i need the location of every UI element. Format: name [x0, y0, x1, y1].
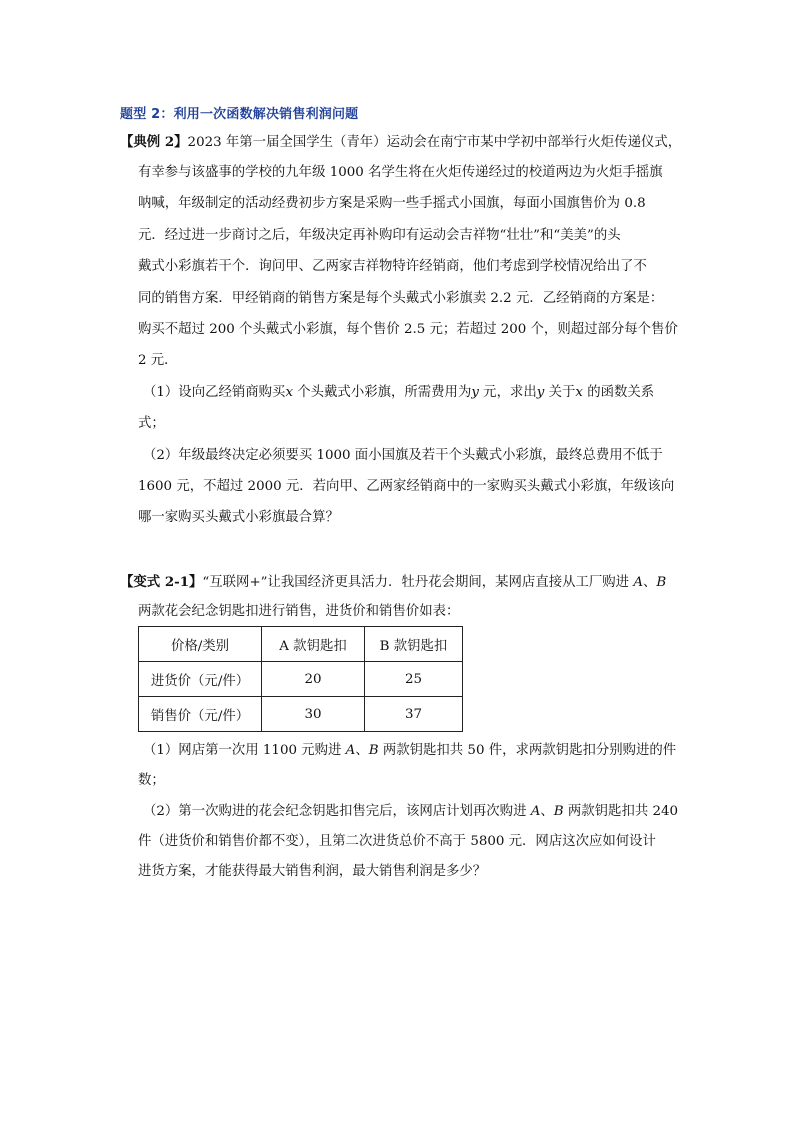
example-line-7: 购买不超过 200 个头戴式小彩旗，每个售价 2.5 元；若超过 200 个，则超过部分每个售价 — [138, 322, 678, 337]
table-cell: 25 — [365, 662, 463, 697]
example-question-2-line-2: 1600 元，不超过 2000 元．若向甲、乙两家经销商中的一家购买头戴式小彩旗，年级该向 — [138, 479, 675, 494]
table-header-cell: 价格/类别 — [139, 627, 262, 662]
example-line-4: 元．经过进一步商讨之后，年级决定再补购印有运动会吉祥物“壮壮”和“美美”的头 — [138, 228, 621, 243]
price-table — [138, 626, 463, 732]
example-question-1-cont: 式； — [138, 416, 165, 431]
example-text: 2023 年第一届全国学生（青年）运动会在南宁市某中学初中部举行火炬传递仪式， — [187, 135, 682, 150]
example-line-8: 2 元． — [138, 353, 178, 368]
variant-line-2: 两款花会纪念钥匙扣进行销售，进货价和销售价如表： — [138, 604, 460, 619]
table-cell: 30 — [262, 697, 365, 732]
example-line-2: 有幸参与该盛事的学校的九年级 1000 名学生将在火炬传递经过的校道两边为火炬手摇旗 — [138, 165, 663, 180]
table-header-row — [139, 627, 463, 662]
example-label: 【典例 2】 — [120, 134, 188, 150]
table-row — [139, 662, 463, 697]
example-question-2-line-3: 哪一家购买头戴式小彩旗最合算？ — [138, 510, 339, 525]
variant-question-2-line-3: 进货方案，才能获得最大销售利润，最大销售利润是多少？ — [138, 864, 487, 879]
variant-question-2-line-2: 件（进货价和销售价都不变），且第二次进货总价不高于 5800 元．网店这次应如何设计 — [138, 834, 656, 849]
example-line-1 — [120, 133, 681, 152]
table-header-cell: A 款钥匙扣 — [262, 627, 365, 662]
variant-question-1-cont: 数； — [138, 773, 165, 788]
table-cell: 37 — [365, 697, 463, 732]
example-line-6: 同的销售方案．甲经销商的销售方案是每个头戴式小彩旗卖 2.2 元．乙经销商的方案是： — [138, 291, 664, 306]
example-line-3: 呐喊，年级制定的活动经费初步方案是采购一些手摇式小国旗，每面小国旗售价为 0.8 — [138, 196, 646, 211]
variant-label: 【变式 2-1】 — [120, 574, 203, 590]
table-cell: 销售价（元/件） — [139, 697, 262, 732]
example-question-2-line-1: （2）年级最终决定必须要买 1000 面小国旗及若干个头戴式小彩旗，最终总费用不低于 — [143, 448, 663, 463]
table-row — [139, 697, 463, 732]
variant-question-2-line-1: （2）第一次购进的花会纪念钥匙扣售完后，该网店计划再次购进 A、B 两款钥匙扣共 240 — [143, 804, 679, 819]
example-question-1: （1）设向乙经销商购买x 个头戴式小彩旗，所需费用为y 元，求出y 关于x 的函数关系 — [143, 385, 655, 400]
table-header-cell: B 款钥匙扣 — [365, 627, 463, 662]
table-cell: 进货价（元/件） — [139, 662, 262, 697]
example-line-5: 戴式小彩旗若干个．询问甲、乙两家吉祥物特许经销商，他们考虑到学校情况给出了不 — [138, 259, 647, 274]
variant-question-1: （1）网店第一次用 1100 元购进 A、B 两款钥匙扣共 50 件，求两款钥匙扣分别购进的件 — [143, 743, 677, 758]
section-title: 题型 2：利用一次函数解决销售利润问题 — [120, 107, 359, 122]
table-cell: 20 — [262, 662, 365, 697]
variant-line-1: 【变式 2-1】“互联网+”让我国经济更具活力．牡丹花会期间，某网店直接从工厂购进 A、B — [120, 574, 667, 590]
